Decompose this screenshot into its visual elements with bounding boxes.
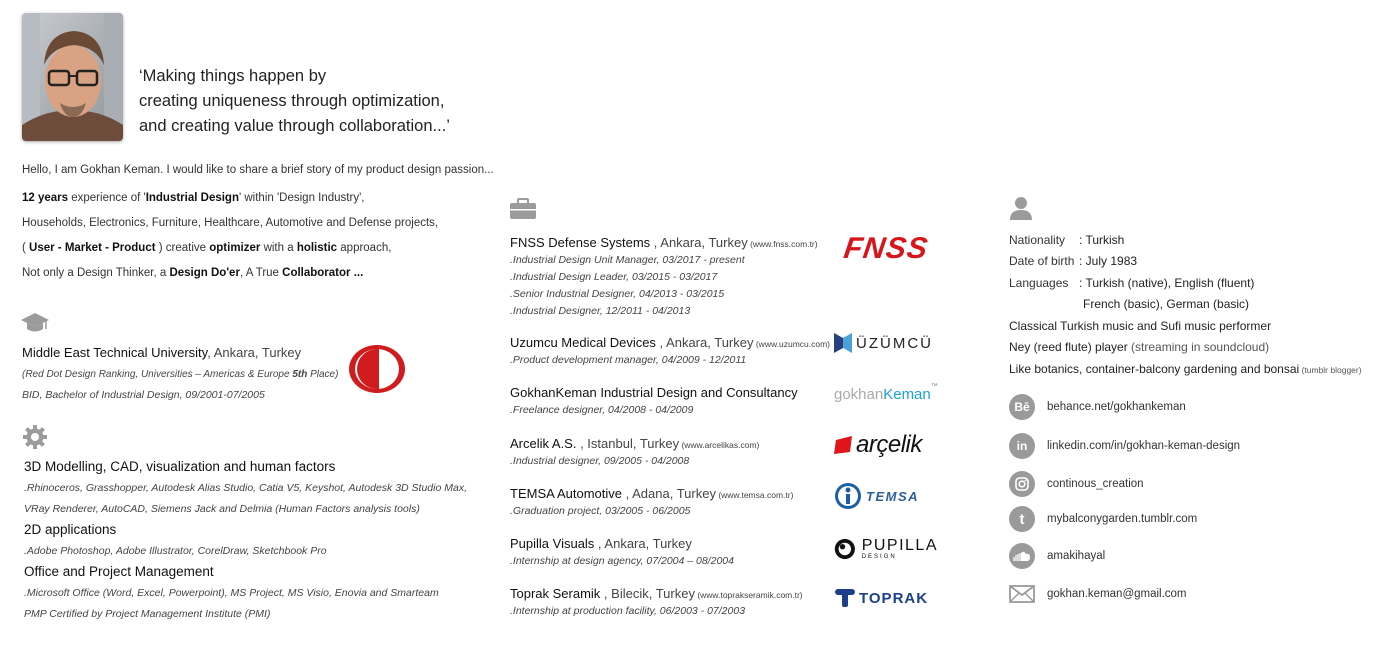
company-location: , Ankara, Turkey xyxy=(594,536,692,551)
toprak-mark-icon xyxy=(834,587,856,609)
company-url: (www.fnss.com.tr) xyxy=(747,239,818,249)
bold-text: 12 years xyxy=(22,192,69,204)
role-line: .Industrial Design Unit Manager, 03/2017 - present xyxy=(510,254,745,266)
role-line: .Senior Industrial Designer, 04/2013 - 03/2015 xyxy=(510,288,725,300)
social-behance[interactable] xyxy=(1009,394,1186,420)
role-line: .Graduation project, 03/2005 - 06/2005 xyxy=(510,505,691,517)
company-location: , Istanbul, Turkey xyxy=(576,436,680,451)
bold-text: Design Do'er xyxy=(169,267,240,279)
skill-detail: PMP Certified by Project Management Institute (PMI) xyxy=(24,608,271,620)
company-name: Pupilla Visuals xyxy=(510,536,595,551)
company-name: Arcelik A.S. xyxy=(510,436,577,451)
logo-text: ÜZÜMCÜ xyxy=(856,334,933,352)
uzumcu-mark-icon xyxy=(834,333,852,353)
intro-sectors-line: Households, Electronics, Furniture, Healthcare, Automotive and Defense projects, xyxy=(22,217,439,229)
school-location: , Ankara, Turkey xyxy=(207,345,302,360)
company-url: (www.arcelikas.com) xyxy=(679,440,760,450)
role-line: .Industrial Design Leader, 03/2015 - 03/2017 xyxy=(510,271,718,283)
info-value: : Turkish (native), English (fluent) xyxy=(1079,276,1255,290)
social-link-text[interactable]: gokhan.keman@gmail.com xyxy=(1047,588,1187,600)
languages-row xyxy=(1009,276,1254,290)
social-link-text[interactable]: mybalconygarden.tumblr.com xyxy=(1047,513,1198,525)
company-url: (www.uzumcu.com) xyxy=(753,339,830,349)
quote-line: ‘Making things happen by xyxy=(139,67,327,85)
text: approach, xyxy=(337,242,392,254)
music-line: Classical Turkish music and Sufi music performer xyxy=(1009,319,1272,333)
social-soundcloud[interactable] xyxy=(1009,543,1105,569)
social-email[interactable] xyxy=(1009,581,1187,607)
company-url: (www.temsa.com.tr) xyxy=(715,490,794,500)
soundcloud-icon xyxy=(1009,543,1035,569)
logo-text: PUPILLA xyxy=(861,537,938,554)
skill-detail: .Adobe Photoshop, Adobe Illustrator, CorelDraw, Sketchbook Pro xyxy=(24,545,327,557)
company-name: TEMSA Automotive xyxy=(510,486,622,501)
skill-heading: 3D Modelling, CAD, visualization and human factors xyxy=(24,459,336,474)
pupilla-mark-icon xyxy=(834,535,856,563)
person-icon xyxy=(1009,196,1037,220)
company-name: FNSS Defense Systems xyxy=(510,235,651,250)
skill-detail: .Microsoft Office (Word, Excel, Powerpoint), MS Project, MS Visio, Enovia and Smarteam xyxy=(24,587,439,599)
ranking-note xyxy=(22,366,338,383)
logo-text: gokhan xyxy=(834,385,884,403)
bold-text: 5th xyxy=(292,369,308,380)
logo-text: Keman xyxy=(883,385,931,403)
gokhankeman-logo xyxy=(834,383,938,405)
tumblr-icon: t xyxy=(1009,506,1035,532)
info-key: Date of birth xyxy=(1009,254,1075,268)
skill-detail: VRay Renderer, AutoCAD, Siemens Jack and Delmia (Human Factors analysis tools) xyxy=(24,503,420,515)
social-link-text[interactable]: continous_creation xyxy=(1047,478,1144,490)
quote-line: and creating value through collaboration...’ xyxy=(139,117,450,135)
social-link-text[interactable]: amakihayal xyxy=(1047,550,1106,562)
bold-text: Industrial Design xyxy=(145,192,239,204)
temsa-mark-icon xyxy=(834,482,862,510)
graduation-cap-icon xyxy=(21,310,49,334)
company-entry xyxy=(510,536,692,551)
text: with a xyxy=(260,242,297,254)
text: ' within 'Design Industry', xyxy=(238,192,365,204)
role-line: .Product development manager, 04/2009 - 12/2011 xyxy=(510,354,747,366)
degree-text: BID, Bachelor of Industrial Design, 09/2001-07/2005 xyxy=(22,389,265,401)
role-line: .Internship at design agency, 07/2004 – 08/2004 xyxy=(510,555,734,567)
company-entry xyxy=(510,335,830,350)
skill-detail: .Rhinoceros, Grasshopper, Autodesk Alias Studio, Catia V5, Keyshot, Autodesk 3D Studio Max, xyxy=(24,482,467,494)
logo-text: TEMSA xyxy=(866,488,919,504)
school-title: Middle East Technical University xyxy=(22,345,208,360)
info-value: : Turkish xyxy=(1079,233,1125,247)
info-key: Languages xyxy=(1009,276,1069,290)
info-key: Nationality xyxy=(1009,233,1066,247)
metu-logo xyxy=(349,345,405,393)
company-entry xyxy=(510,486,793,501)
social-tumblr[interactable] xyxy=(1009,506,1197,532)
intro-tagline xyxy=(22,267,363,279)
company-location: , Adana, Turkey xyxy=(622,486,716,501)
profile-photo xyxy=(22,13,123,141)
company-entry xyxy=(510,586,803,601)
temsa-logo xyxy=(834,482,938,510)
nationality-row xyxy=(1009,233,1124,247)
pupilla-wordmark xyxy=(862,538,938,560)
role-line: .Internship at production facility, 06/2003 - 07/2003 xyxy=(510,605,746,617)
social-instagram[interactable] xyxy=(1009,471,1144,497)
text: experience of ' xyxy=(68,192,146,204)
text: (tumblr blogger) xyxy=(1299,365,1362,375)
logo-subtext: DESIGN xyxy=(861,554,897,560)
social-link-text[interactable]: linkedin.com/in/gokhan-keman-design xyxy=(1047,440,1241,452)
text: Ney (reed flute) player xyxy=(1009,340,1128,354)
role-line: .Industrial designer, 09/2005 - 04/2008 xyxy=(510,455,690,467)
gear-icon xyxy=(22,424,50,448)
role-line: .Freelance designer, 04/2008 - 04/2009 xyxy=(510,404,694,416)
intro-greeting: Hello, I am Gokhan Keman. I would like to share a brief story of my product design passion... xyxy=(22,164,494,176)
company-url: (www.toprakseramik.com.tr) xyxy=(694,590,803,600)
company-location: , Ankara, Turkey xyxy=(650,235,748,250)
text: Place) xyxy=(307,369,339,380)
email-icon xyxy=(1009,581,1035,607)
bold-text: optimizer xyxy=(209,242,261,254)
quote-line: creating uniqueness through optimization, xyxy=(139,92,445,110)
languages-row-2: French (basic), German (basic) xyxy=(1083,297,1250,311)
arcelik-logo xyxy=(834,430,938,460)
text: (streaming in soundcloud) xyxy=(1127,340,1270,354)
company-entry xyxy=(510,235,818,250)
uzumcu-logo xyxy=(834,332,936,354)
info-value: : July 1983 xyxy=(1079,254,1138,268)
skill-heading: 2D applications xyxy=(24,522,117,537)
logo-text: arçelik xyxy=(856,431,922,458)
pupilla-logo xyxy=(834,533,938,565)
school-name xyxy=(22,345,301,360)
company-name: Uzumcu Medical Devices xyxy=(510,335,656,350)
company-entry xyxy=(510,436,759,451)
text: (Red Dot Design Ranking, Universities – Americas & Europe xyxy=(22,369,293,380)
dob-row xyxy=(1009,254,1137,268)
intro-experience-line xyxy=(22,192,364,204)
briefcase-icon xyxy=(510,198,538,222)
arcelik-mark-icon xyxy=(834,436,854,454)
botanics-line xyxy=(1009,362,1362,376)
company-location: , Ankara, Turkey xyxy=(655,335,754,350)
skill-heading: Office and Project Management xyxy=(24,564,214,579)
company-name: GokhanKeman Industrial Design and Consultancy xyxy=(510,385,798,400)
instagram-icon xyxy=(1009,471,1035,497)
fnss-logo xyxy=(834,232,938,266)
bold-text: User - Market - Product xyxy=(29,242,156,254)
intro-approach-line xyxy=(22,242,391,254)
motto-quote xyxy=(139,64,450,139)
bold-text: holistic xyxy=(296,242,338,254)
role-line: .Industrial Designer, 12/2011 - 04/2013 xyxy=(510,305,691,317)
ney-line xyxy=(1009,340,1269,354)
social-link-text[interactable]: behance.net/gokhankeman xyxy=(1047,401,1186,413)
text: ( xyxy=(22,242,30,254)
toprak-logo xyxy=(834,585,938,611)
linkedin-icon: in xyxy=(1009,433,1035,459)
behance-icon: Bē xyxy=(1009,394,1035,420)
company-location: , Bilecik, Turkey xyxy=(600,586,695,601)
text: Like botanics, container-balcony gardening and bonsai xyxy=(1009,362,1300,376)
logo-text: ™ xyxy=(930,383,938,390)
text: ) creative xyxy=(155,242,210,254)
social-linkedin[interactable] xyxy=(1009,433,1240,459)
logo-text: FNSS xyxy=(841,232,931,265)
text: , A True xyxy=(239,267,283,279)
text: Not only a Design Thinker, a xyxy=(22,267,170,279)
company-entry xyxy=(510,385,798,400)
logo-text: TOPRAK xyxy=(859,589,929,607)
company-name: Toprak Seramik xyxy=(510,586,601,601)
bold-text: Collaborator ... xyxy=(282,267,364,279)
